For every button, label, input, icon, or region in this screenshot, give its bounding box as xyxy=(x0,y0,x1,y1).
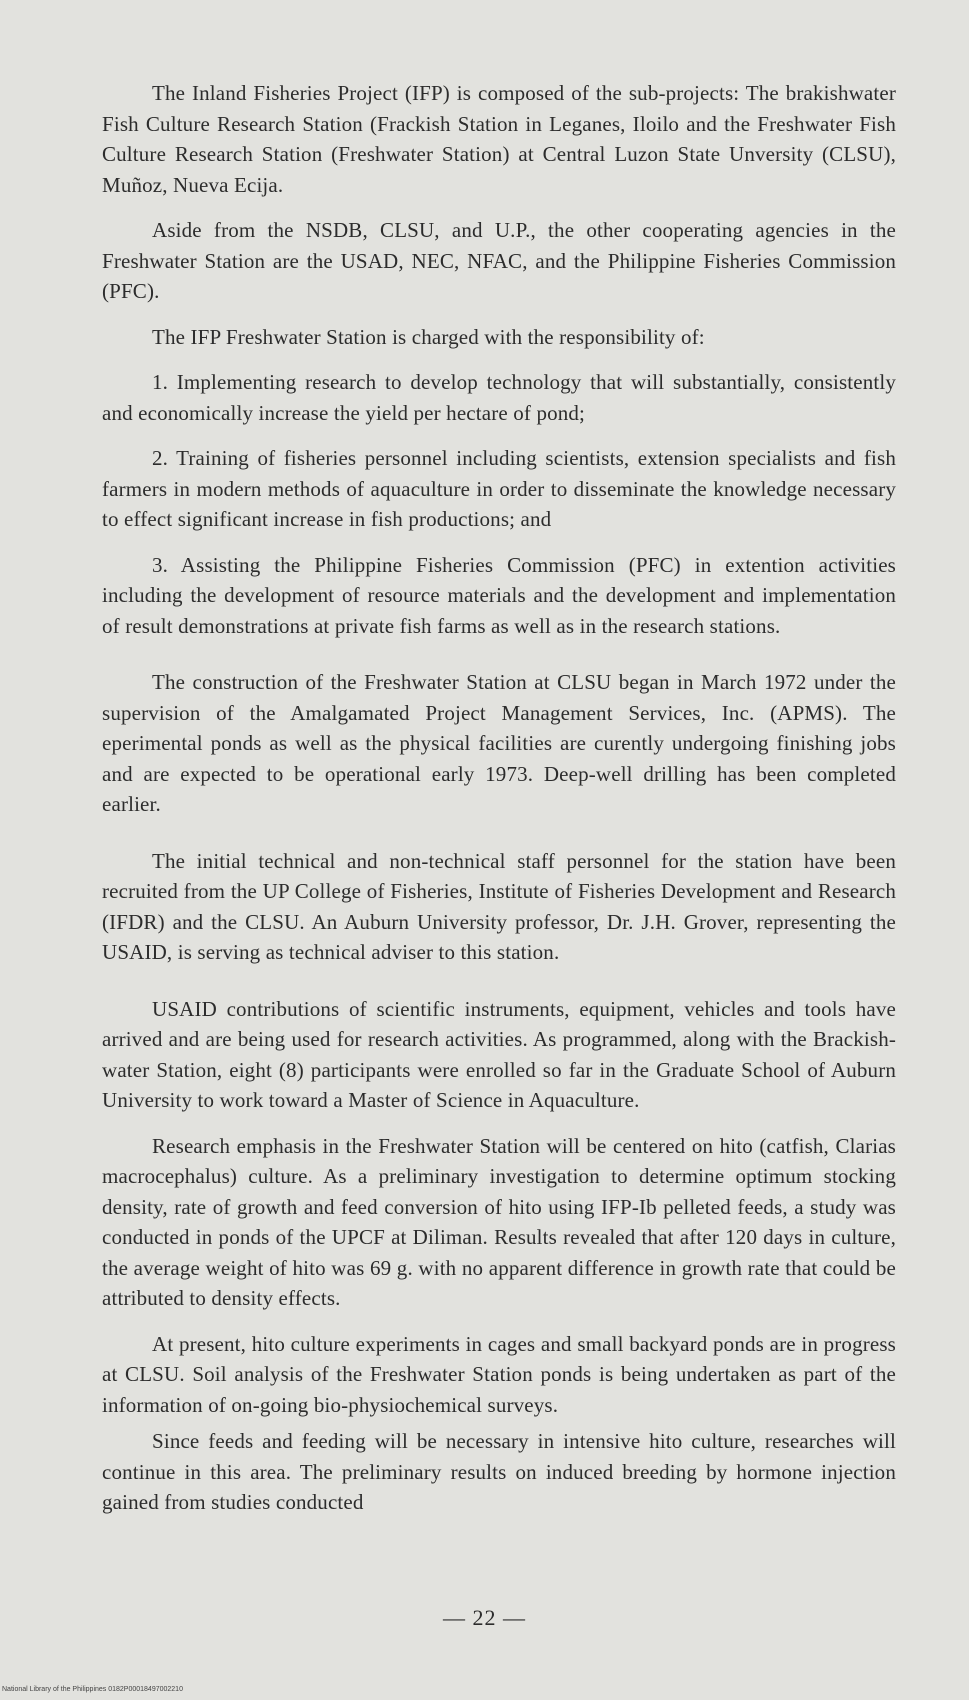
page-number: — 22 — xyxy=(443,1605,526,1630)
paragraph-research-emphasis: Research emphasis in the Freshwater Station will be centered on hito (catfish, Clarias macrocephalus) culture. As a preliminary investigation to determine optimum stocking density, rate of growth and feed conversion of hito using IFP-Ib pelleted feeds, a study was conducted in ponds of the UPCF at Diliman. Results revealed that after 120 days in culture, the average weight of hito was 69 g. with no apparent difference in growth rate that could be attributed to density effects. xyxy=(102,1133,896,1310)
paragraph-present-experiments: At present, hito culture experiments in cages and small backyard ponds are in progress at CLSU. Soil analysis of the Freshwater Station ponds is being undertaken as part of the information of on-going bio-physiochemical surveys. xyxy=(102,1331,896,1417)
paragraph-staff: The initial technical and non-technical staff personnel for the station have been recruited from the UP College of Fisheries, Institute of Fisheries Development and Research (IFDR) and the CLSU. An Auburn University professor, Dr. J.H. Grover, representing the USAID, is serving as technical adviser to this station. xyxy=(102,848,896,964)
library-footer-id: National Library of the Philippines 0182P00018497002210 xyxy=(2,1686,183,1693)
paragraph-construction: The construction of the Freshwater Station at CLSU began in March 1972 under the supervision of the Amalgamated Project Management Services, Inc. (APMS). The eperimental ponds as well as the physical facilities are curently undergoing finishing jobs and are expected to be operational early 1973. Deep-well drilling has been completed earlier. xyxy=(102,670,896,816)
paragraph-feeds: Since feeds and feeding will be necessary in intensive hito culture, researches will continue in this area. The preliminary results on induced breeding by hormone injection gained from studies conducted xyxy=(102,1429,896,1514)
paragraph-item-2: 2. Training of fisheries personnel including scientists, extension specialists and fish farmers in modern methods of aquaculture in order to disseminate the knowledge necessary to effect significant increase in fish productions; and xyxy=(102,446,896,531)
body-text xyxy=(102,78,896,1533)
paragraph-usaid: USAID contributions of scientific instruments, equipment, vehicles and tools have arrived and are being used for research activities. As programmed, along with the Brackish-water Station, eight (8) participants were enrolled so far in the Graduate School of Auburn University to work toward a Master of Science in Aquaculture. xyxy=(102,996,896,1112)
paragraph-item-3: 3. Assisting the Philippine Fisheries Commission (PFC) in extention activities including the development of resource materials and the development and implementation of result demonstrations at private fish farms as well as in the research stations. xyxy=(102,552,896,638)
paragraph-responsibility-intro: The IFP Freshwater Station is charged with the responsibility of: xyxy=(152,324,705,349)
paragraph-item-1: 1. Implementing research to develop technology that will substantially, consistently and economically increase the yield per hectare of pond; xyxy=(102,370,896,425)
paragraph-ifp-composition: The Inland Fisheries Project (IFP) is composed of the sub-projects: The brakishwater Fish Culture Research Station (Frackish Station in Leganes, Iloilo and the Freshwater Fish Culture Research Station (Freshwater Station) at Central Luzon State Unversity (CLSU), Muñoz, Nueva Ecija. xyxy=(102,81,896,197)
paragraph-cooperating-agencies: Aside from the NSDB, CLSU, and U.P., the other cooperating agencies in the Freshwater Station are the USAD, NEC, NFAC, and the Philippine Fisheries Commission (PFC). xyxy=(102,218,896,303)
